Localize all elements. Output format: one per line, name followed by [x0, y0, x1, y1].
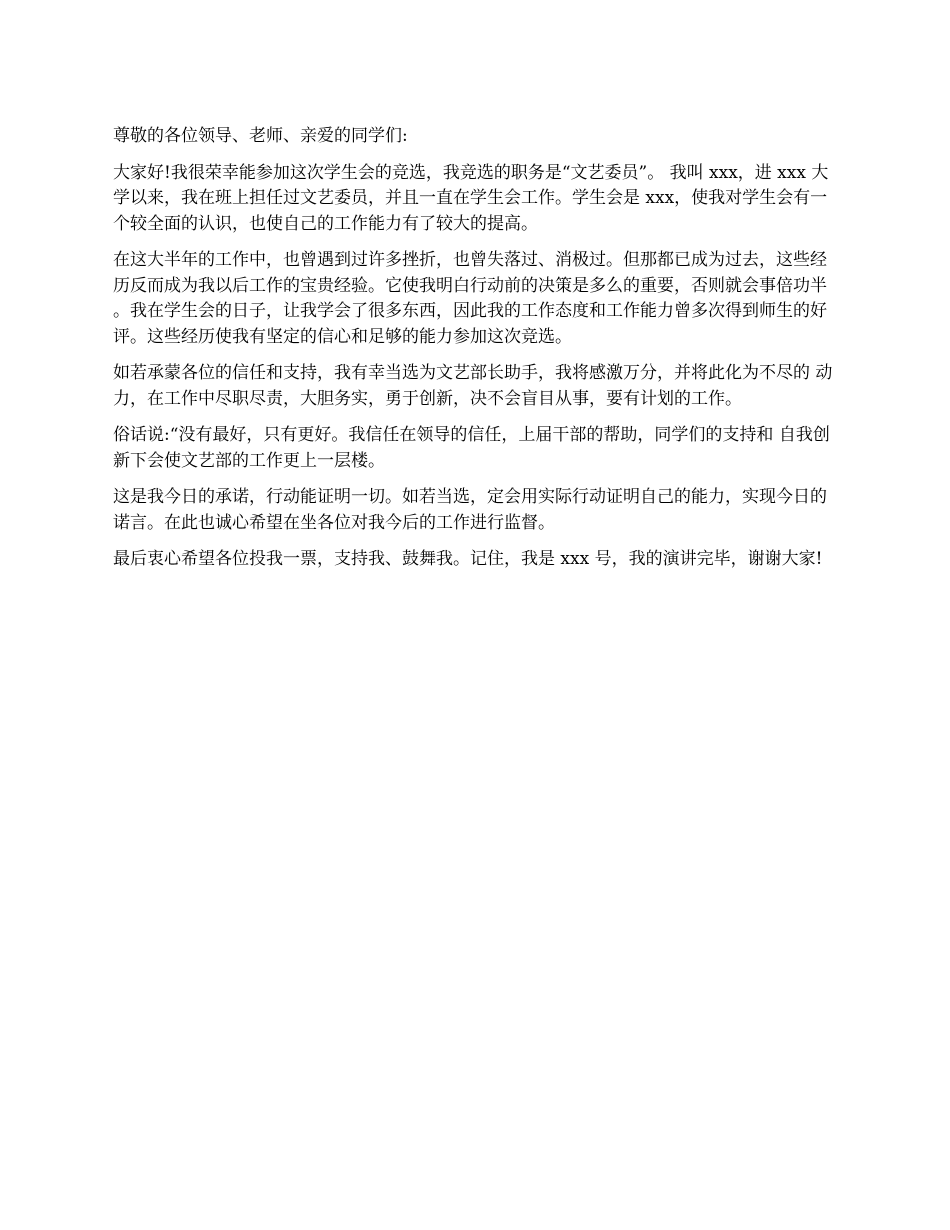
paragraph-commitment: 如若承蒙各位的信任和支持，我有幸当选为文艺部长助手，我将感激万分，并将此化为不尽的 动力，在工作中尽职尽责，大胆务实，勇于创新，决不会盲目从事，要有计划的工作。 — [113, 363, 833, 409]
document-body — [113, 124, 839, 584]
paragraph-saying: 俗话说:“没有最好，只有更好。我信任在领导的信任，上届干部的帮助，同学们的支持和 自我创新下会使文艺部的工作更上一层楼。 — [113, 425, 830, 471]
paragraph-promise: 这是我今日的承诺，行动能证明一切。如若当选，定会用实际行动证明自己的能力，实现今日的诺言。在此也诚心希望在坐各位对我今后的工作进行监督。 — [113, 487, 827, 533]
paragraph-introduction: 大家好!我很荣幸能参加这次学生会的竞选，我竞选的职务是“文艺委员”。 我叫 xxx，进 xxx 大学以来，我在班上担任过文艺委员，并且一直在学生会工作。学生会是 xxx，使我对学生会有一个较全面的认识，也使自己的工作能力有了较大的提高。 — [113, 162, 829, 234]
paragraph-experience: 在这大半年的工作中，也曾遇到过许多挫折，也曾失落过、消极过。但那都已成为过去，这些经历反而成为我以后工作的宝贵经验。它使我明白行动前的决策是多么的重要，否则就会事倍功半。我在学生会的日子，让我学会了很多东西，因此我的工作态度和工作能力曾多次得到师生的好评。这些经历使我有坚定的信心和足够的能力参加这次竞选。 — [113, 250, 827, 347]
greeting-line: 尊敬的各位领导、老师、亲爱的同学们: — [113, 126, 408, 146]
paragraph-closing: 最后衷心希望各位投我一票，支持我、鼓舞我。记住，我是 xxx 号，我的演讲完毕，谢谢大家! — [113, 549, 823, 569]
